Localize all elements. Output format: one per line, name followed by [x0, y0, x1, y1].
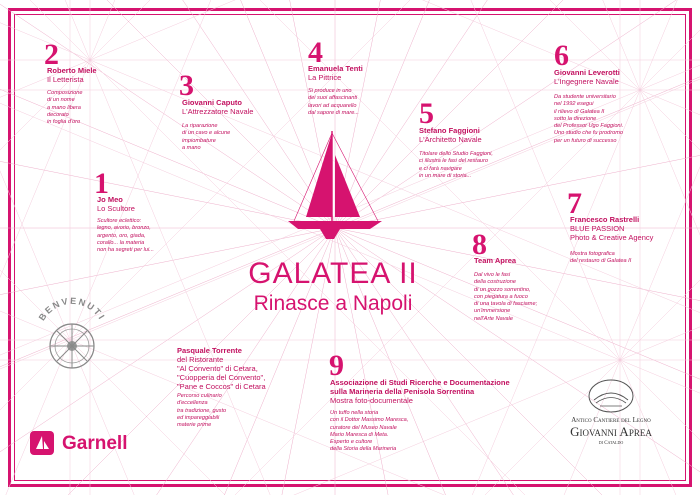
item-8-description: Dal vivo le fasi della costruzione di un gozzo sorrentino, con piegatura a fuoco di una tavola di fasciame; un'immersione nell'Arte Navale: [474, 272, 538, 322]
item-5-name: Stefano Faggioni: [419, 126, 480, 135]
item-4-description: Si produce in uno dei suoi affascinanti lavori ad acquarello dal sapore di mare...: [308, 88, 359, 116]
garnell-brand-name: Garnell: [62, 433, 128, 454]
shipyard-logo-icon: [586, 376, 636, 414]
item-6-name: Giovanni Leverotti: [554, 68, 620, 77]
shipyard-line-2: Giovanni Aprea: [570, 424, 652, 439]
item-5-number: 5: [419, 97, 434, 130]
welcome-compass-logo: [22, 292, 122, 376]
item-7-description: Mostra fotografica del restauro di Galatea II: [570, 251, 632, 265]
shipyard-line-1: Antico Cantiere del Legno: [571, 416, 651, 424]
item-4-name: Emanuela Tenti: [308, 64, 363, 73]
item-6-description: Da studente universitario nel 1992 esegui il rilievo di Galatea II sotto la direzione del Professor Ugo Faggioni. Uno studio che fu prodromo per un futuro di successo: [554, 94, 624, 144]
item-9-number: 9: [329, 349, 344, 382]
item-8-number: 8: [472, 228, 487, 261]
item-5-role: L'Architetto Navale: [419, 135, 482, 144]
item-7-number: 7: [567, 187, 582, 220]
item-6-number: 6: [554, 39, 569, 72]
page-subtitle: Rinasce a Napoli: [253, 292, 413, 315]
item-3-role: L'Attrezzatore Navale: [182, 107, 254, 116]
item-1-number: 1: [94, 167, 109, 200]
item-7-name: Francesco Rastrelli: [570, 215, 640, 224]
item-1-description: Scultore eclettico: legno, avorio, bronzo, argento, oro, giada, corallo... la materia non ha segreti per lui...: [97, 218, 154, 254]
item-2-role: Il Letterista: [47, 75, 84, 84]
garnell-logo-icon: [30, 431, 54, 455]
item-1-name: Jo Meo: [97, 195, 123, 204]
item-2-description: Composizione di un nome a mano libera decorato in foglia d'oro: [47, 90, 83, 126]
sailboat-illustration: [280, 125, 390, 245]
item-3-description: La riparazione di un cavo e alcune impiombature a mano: [182, 123, 231, 151]
pasquale-role: del Ristorante "Al Convento" di Cetara, "Cuopperia del Convento", "Pane e Coccos" di Cetara: [177, 355, 266, 391]
shipyard-line-3: di Cataldo: [598, 441, 624, 446]
page-title: GALATEA II: [248, 257, 418, 290]
item-9-name: Associazione di Studi Ricerche e Documentazione sulla Marineria della Penisola Sorrentina: [330, 378, 510, 396]
welcome-text: BENVENUTI: [36, 295, 108, 323]
item-2-name: Roberto Miele: [47, 66, 97, 75]
item-3-name: Giovanni Caputo: [182, 98, 242, 107]
pasquale-description: Percorso culinario d'eccellenza tra tradizione, gusto ed impareggiabili materie prime: [177, 393, 227, 429]
item-2-number: 2: [44, 38, 59, 71]
item-5-description: Titolare dello Studio Faggioni, ci illustra le fasi del restauro e ci farà navigare in un mare di storia...: [419, 151, 493, 179]
item-8-name: Team Aprea: [474, 256, 517, 265]
svg-text:BENVENUTI: [37, 296, 108, 323]
item-6-role: L'Ingegnere Navale: [554, 77, 619, 86]
item-4-number: 4: [308, 36, 323, 69]
item-3-number: 3: [179, 69, 194, 102]
item-9-description: Un tuffo nella storia con il Dottor Massimo Maresca, curatore del Museo Navale Mario Maresca di Meta. Esperto e cultore della Storia della Marineria: [330, 410, 409, 453]
item-1-role: Lo Scultore: [97, 204, 135, 213]
item-9-role: Mostra foto-documentale: [330, 396, 413, 405]
item-4-role: La Pittrice: [308, 73, 342, 82]
pasquale-name: Pasquale Torrente: [177, 346, 242, 355]
item-7-role: BLUE PASSION Photo & Creative Agency: [570, 224, 654, 242]
